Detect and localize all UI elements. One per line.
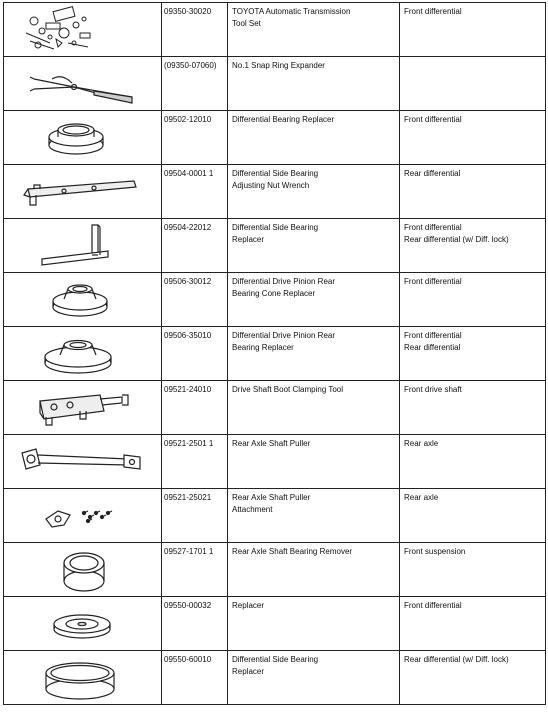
transmission-tool-set-icon [4, 3, 161, 56]
pinion-bearing-replacer-icon [4, 327, 161, 380]
usage: Rear axle [404, 439, 439, 448]
tool-name-cell [228, 57, 400, 111]
nut-wrench-icon [4, 165, 161, 218]
table-row [4, 3, 546, 57]
part-number-cell [162, 219, 228, 273]
part-number: 09502-12010 [164, 115, 212, 124]
table-row [4, 57, 546, 111]
tool-name-cell [228, 219, 400, 273]
tool-illustration-cell [4, 543, 162, 597]
tool-name: Drive Shaft Boot Clamping Tool [232, 385, 344, 394]
usage-cell [400, 327, 546, 381]
part-number: 09506-30012 [164, 277, 212, 286]
table-row [4, 273, 546, 327]
usage: Front differential Rear differential (w/ Diff. lock) [404, 223, 509, 244]
usage: Front differential Rear differential [404, 331, 462, 352]
tool-name-cell [228, 435, 400, 489]
tool-name: Differential Drive Pinion Rear Bearing Replacer [232, 331, 336, 352]
tool-name-cell [228, 327, 400, 381]
tool-illustration-cell [4, 489, 162, 543]
part-number-cell [162, 651, 228, 705]
part-number-cell [162, 111, 228, 165]
part-number-cell [162, 597, 228, 651]
part-number-cell [162, 489, 228, 543]
tool-illustration-cell [4, 327, 162, 381]
usage: Rear axle [404, 493, 439, 502]
usage-cell [400, 435, 546, 489]
part-number-cell [162, 381, 228, 435]
part-number-cell [162, 435, 228, 489]
part-number: 09504-22012 [164, 223, 212, 232]
part-number-cell [162, 273, 228, 327]
tool-name: Rear Axle Shaft Puller Attachment [232, 493, 311, 514]
tool-illustration-cell [4, 3, 162, 57]
tool-illustration-cell [4, 219, 162, 273]
part-number: 09527-1701 1 [164, 547, 214, 556]
part-number-cell [162, 165, 228, 219]
usage: Front suspension [404, 547, 466, 556]
part-number: 09521-25021 [164, 493, 212, 502]
snap-ring-expander-icon [4, 57, 161, 110]
usage: Front drive shaft [404, 385, 462, 394]
replacer-icon [4, 597, 161, 650]
special-tools-table [3, 2, 546, 705]
tool-name: Differential Drive Pinion Rear Bearing Cone Replacer [232, 277, 336, 298]
bearing-remover-icon [4, 543, 161, 596]
part-number: 09521-24010 [164, 385, 212, 394]
table-row [4, 651, 546, 705]
part-number: 09550-60010 [164, 655, 212, 664]
tool-name-cell [228, 543, 400, 597]
usage-cell [400, 165, 546, 219]
tool-name-cell [228, 165, 400, 219]
puller-attachment-icon [4, 489, 161, 542]
part-number: 09550-00032 [164, 601, 212, 610]
table-row [4, 597, 546, 651]
tool-illustration-cell [4, 597, 162, 651]
usage-cell [400, 381, 546, 435]
table-row [4, 435, 546, 489]
side-bearing-ring-replacer-icon [4, 651, 161, 704]
tool-name: Differential Bearing Replacer [232, 115, 335, 124]
part-number: 09506-35010 [164, 331, 212, 340]
part-number: 09350-30020 [164, 7, 212, 16]
tool-name-cell [228, 273, 400, 327]
table-row [4, 327, 546, 381]
boot-clamping-tool-icon [4, 381, 161, 434]
tool-name: Differential Side Bearing Replacer [232, 223, 319, 244]
usage-cell [400, 3, 546, 57]
tool-illustration-cell [4, 381, 162, 435]
usage: Front differential [404, 277, 462, 286]
usage-cell [400, 597, 546, 651]
tool-name-cell [228, 111, 400, 165]
tool-illustration-cell [4, 165, 162, 219]
side-bearing-replacer-icon [4, 219, 161, 272]
bearing-replacer-icon [4, 111, 161, 164]
usage-cell [400, 273, 546, 327]
part-number: (09350-07060) [164, 61, 217, 70]
tool-name: TOYOTA Automatic Transmission Tool Set [232, 7, 351, 28]
part-number: 09504-0001 1 [164, 169, 214, 178]
usage-cell [400, 219, 546, 273]
cone-replacer-icon [4, 273, 161, 326]
tool-illustration-cell [4, 111, 162, 165]
tool-name: No.1 Snap Ring Expander [232, 61, 325, 70]
tool-illustration-cell [4, 57, 162, 111]
tool-name-cell [228, 651, 400, 705]
table-row [4, 165, 546, 219]
part-number-cell [162, 3, 228, 57]
table-row [4, 489, 546, 543]
usage: Front differential [404, 7, 462, 16]
usage: Front differential [404, 115, 462, 124]
usage: Front differential [404, 601, 462, 610]
tool-illustration-cell [4, 651, 162, 705]
usage: Rear differential (w/ Diff. lock) [404, 655, 509, 664]
axle-shaft-puller-icon [4, 435, 161, 488]
part-number-cell [162, 57, 228, 111]
usage-cell [400, 111, 546, 165]
tool-name: Rear Axle Shaft Bearing Remover [232, 547, 353, 556]
tool-illustration-cell [4, 273, 162, 327]
table-row [4, 111, 546, 165]
tool-name: Differential Side Bearing Replacer [232, 655, 319, 676]
table-row [4, 219, 546, 273]
tool-name-cell [228, 3, 400, 57]
part-number: 09521-2501 1 [164, 439, 214, 448]
tool-name-cell [228, 489, 400, 543]
part-number-cell [162, 543, 228, 597]
tool-name: Differential Side Bearing Adjusting Nut Wrench [232, 169, 319, 190]
tool-name: Rear Axle Shaft Puller [232, 439, 311, 448]
usage-cell [400, 543, 546, 597]
usage-cell [400, 489, 546, 543]
table-row [4, 381, 546, 435]
tool-name: Replacer [232, 601, 265, 610]
tool-name-cell [228, 597, 400, 651]
usage-cell [400, 651, 546, 705]
usage: Rear differential [404, 169, 461, 178]
tool-illustration-cell [4, 435, 162, 489]
tools-table-body [4, 3, 546, 705]
usage [400, 57, 545, 60]
table-row [4, 543, 546, 597]
usage-cell [400, 57, 546, 111]
part-number-cell [162, 327, 228, 381]
tool-name-cell [228, 381, 400, 435]
